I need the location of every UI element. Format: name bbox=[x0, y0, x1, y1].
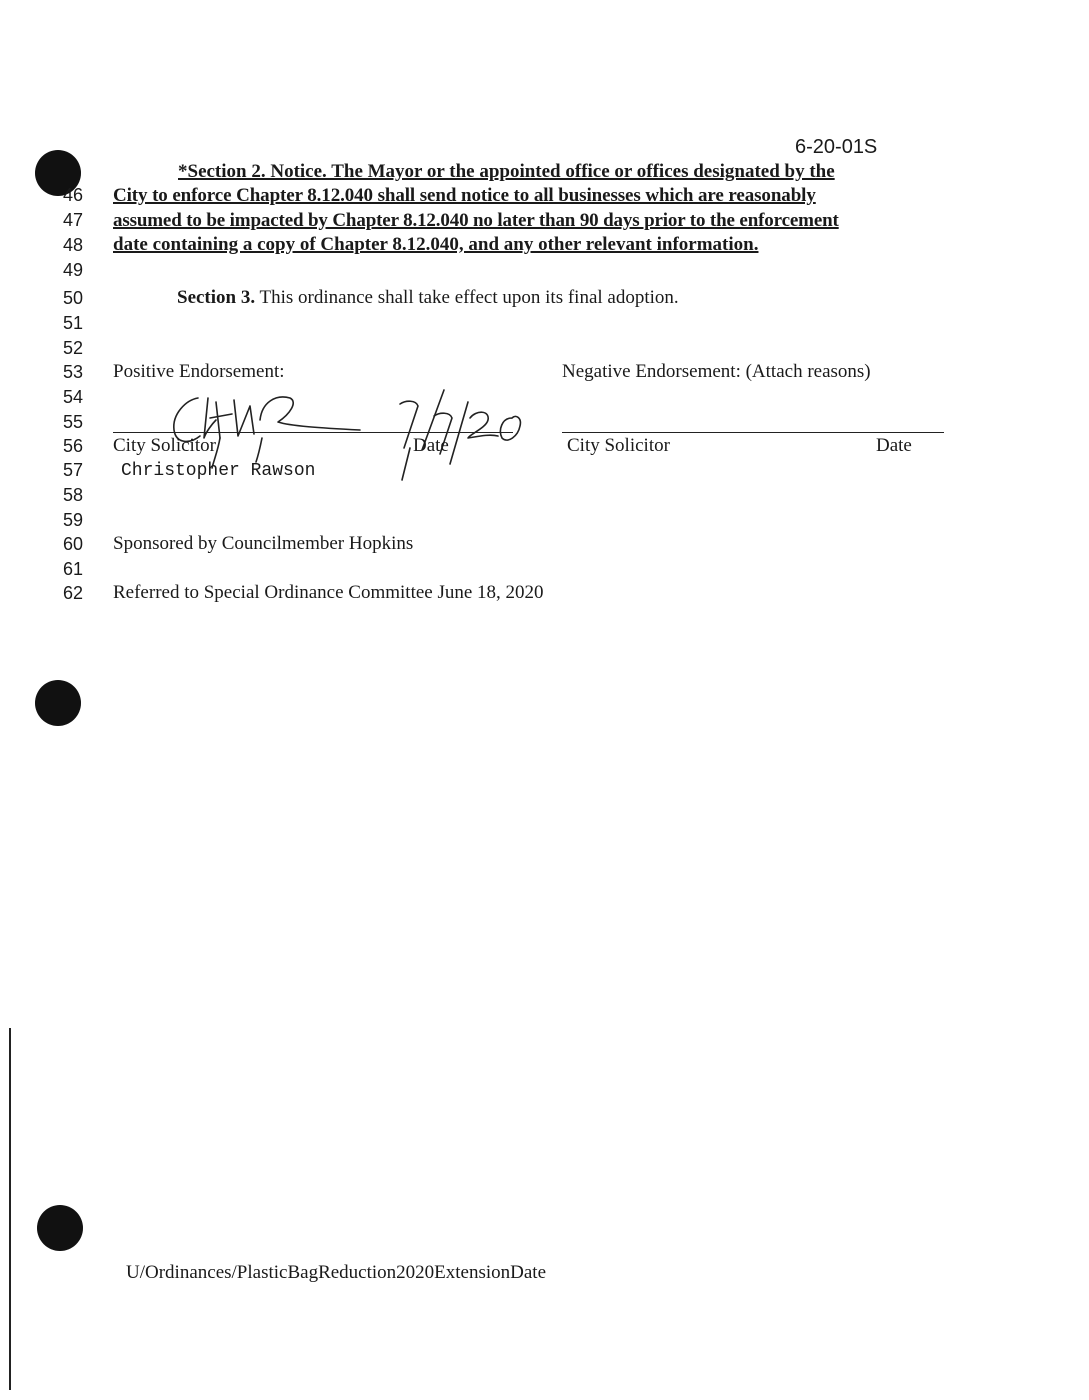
line-number: 57 bbox=[62, 460, 83, 480]
punch-hole-bottom bbox=[37, 1205, 83, 1251]
line-number: 55 bbox=[62, 412, 83, 432]
line-number: 51 bbox=[62, 313, 83, 333]
line-number: 54 bbox=[62, 387, 83, 407]
signer-name: Christopher Rawson bbox=[121, 461, 316, 481]
scan-edge-line bbox=[9, 1028, 11, 1390]
section-2-line: City to enforce Chapter 8.12.040 shall send notice to all businesses which are reasonably bbox=[113, 185, 816, 206]
section-2-line: date containing a copy of Chapter 8.12.040, and any other relevant information. bbox=[113, 234, 759, 255]
left-date-label: Date bbox=[413, 435, 449, 456]
punch-hole-middle bbox=[35, 680, 81, 726]
negative-endorsement-label: Negative Endorsement: (Attach reasons) bbox=[562, 361, 871, 382]
file-path: U/Ordinances/PlasticBagReduction2020ExtensionDate bbox=[126, 1262, 547, 1283]
section-3-label: Section 3. bbox=[177, 287, 256, 308]
line-number: 50 bbox=[62, 288, 83, 308]
right-date-label: Date bbox=[876, 435, 912, 456]
line-number: 60 bbox=[62, 534, 83, 554]
line-number: 53 bbox=[62, 362, 83, 382]
section-2-line: assumed to be impacted by Chapter 8.12.040 no later than 90 days prior to the enforcement bbox=[113, 210, 839, 231]
positive-endorsement-label: Positive Endorsement: bbox=[113, 361, 285, 382]
line-number: 49 bbox=[62, 260, 83, 280]
signature-line-left bbox=[113, 432, 513, 433]
line-number: 48 bbox=[62, 235, 83, 255]
line-number: 56 bbox=[62, 436, 83, 456]
section-2-line: *Section 2. Notice. The Mayor or the appointed office or offices designated by the bbox=[178, 161, 835, 182]
right-solicitor-label: City Solicitor bbox=[567, 435, 670, 456]
document-code: 6-20-01S bbox=[795, 136, 878, 158]
line-number: 62 bbox=[62, 583, 83, 603]
line-number: 46 bbox=[62, 185, 83, 205]
line-number: 52 bbox=[62, 338, 83, 358]
section-3-text: This ordinance shall take effect upon its final adoption. bbox=[259, 287, 679, 308]
left-solicitor-label: City Solicitor bbox=[113, 435, 216, 456]
referred-line: Referred to Special Ordinance Committee June 18, 2020 bbox=[113, 582, 544, 603]
section-3 bbox=[177, 287, 679, 309]
line-number: 59 bbox=[62, 510, 83, 530]
sponsored-line: Sponsored by Councilmember Hopkins bbox=[113, 533, 414, 554]
line-number: 58 bbox=[62, 485, 83, 505]
line-number: 61 bbox=[62, 559, 83, 579]
signature-line-right bbox=[562, 432, 944, 433]
line-number: 47 bbox=[62, 210, 83, 230]
